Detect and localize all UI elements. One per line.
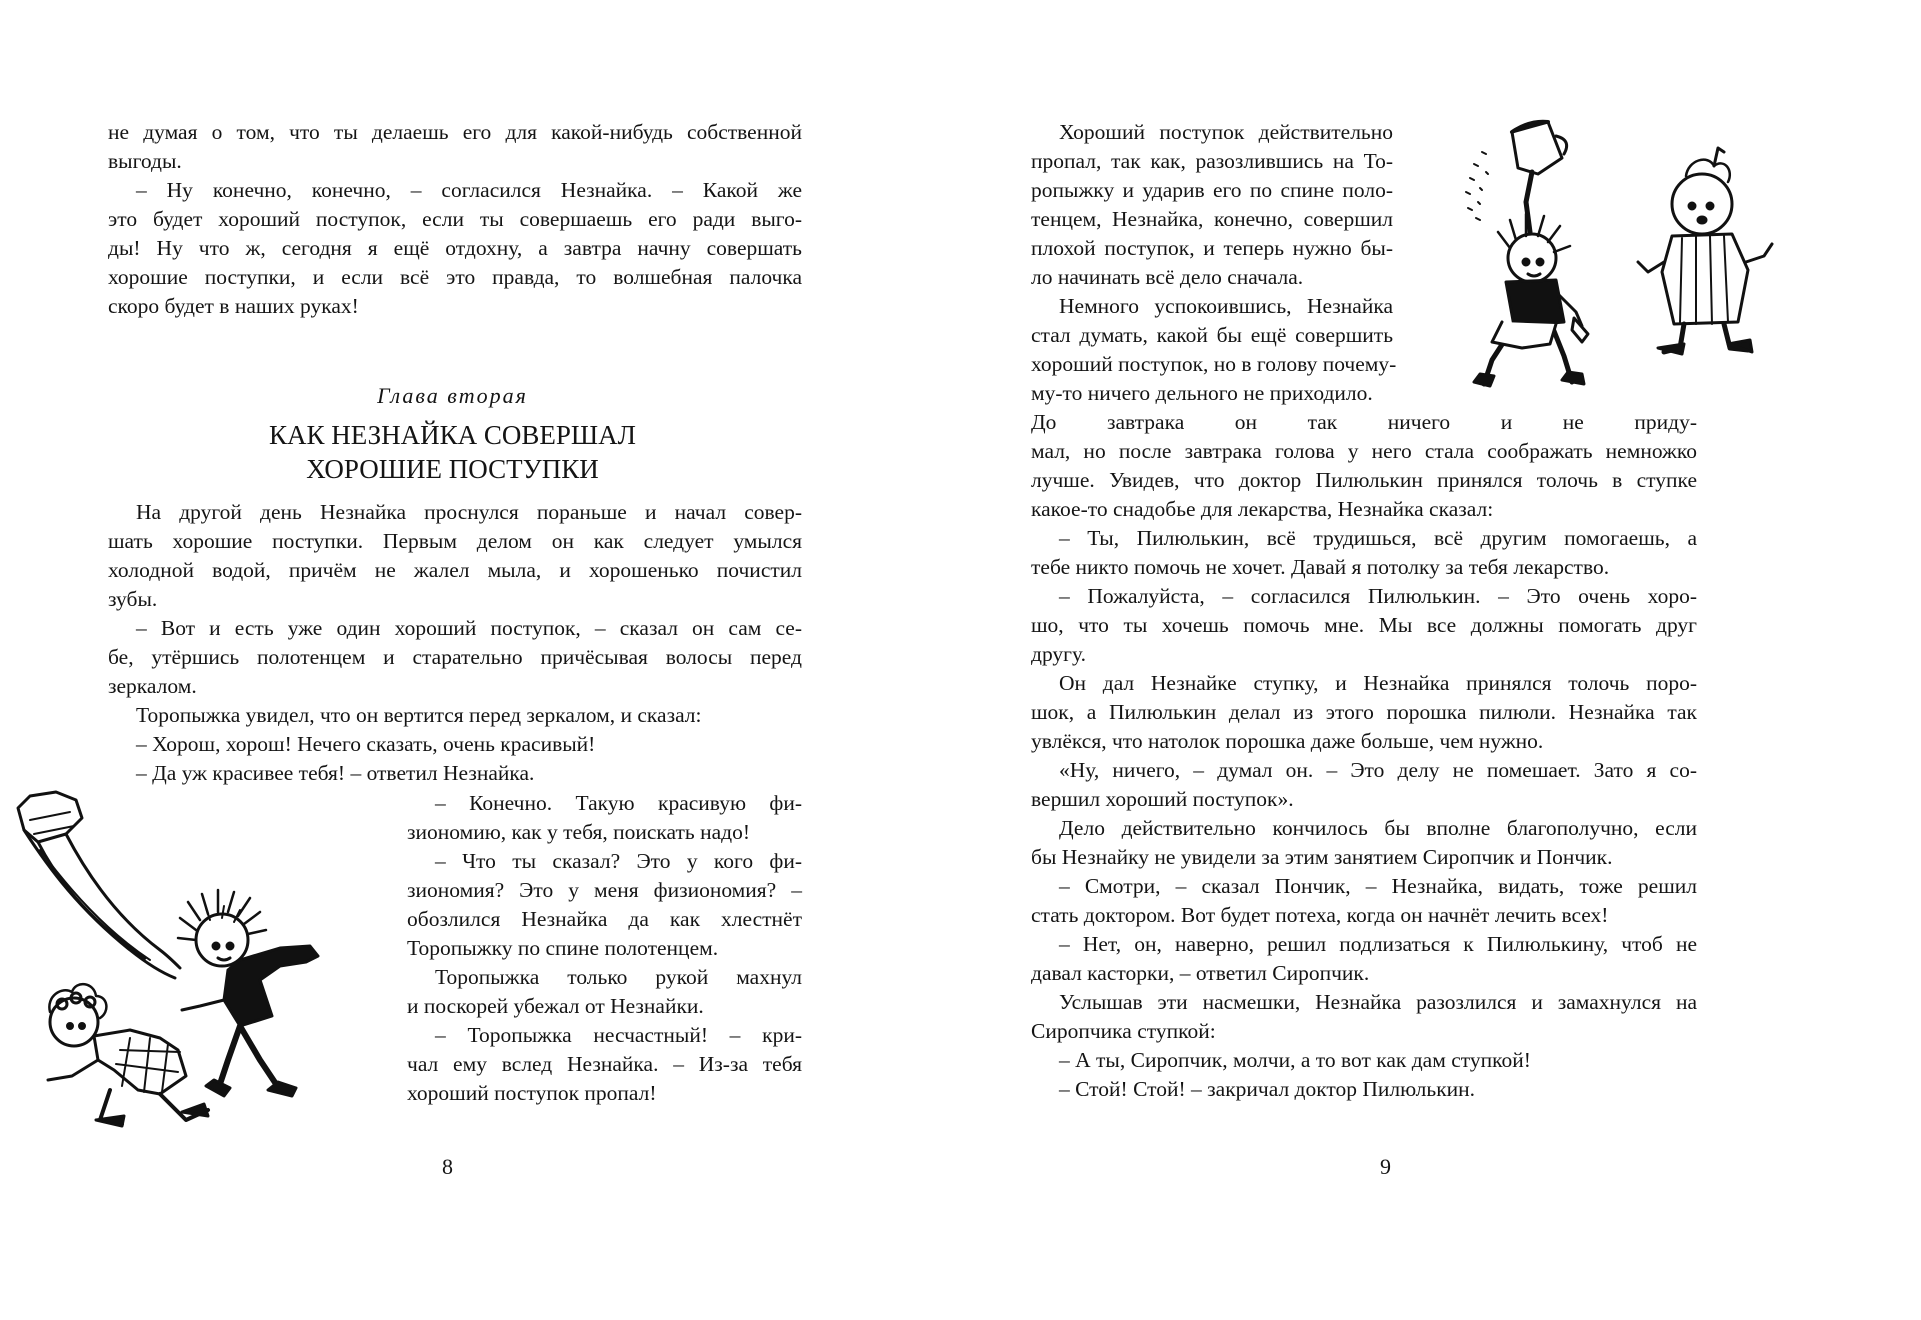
text-line: – Конечно. Такую красивую фи- xyxy=(435,791,802,815)
text-line: пропал, так как, разозлившись на То- xyxy=(1031,149,1393,173)
text-line: – Хорош, хорош! Нечего сказать, очень красивый! xyxy=(136,732,596,756)
text-line: зубы. xyxy=(108,587,158,611)
text-line: – Ну конечно, конечно, – согласился Незнайка. – Какой же xyxy=(136,178,802,202)
text-line: не думая о том, что ты делаешь его для какой-нибудь собственной xyxy=(108,120,802,144)
text-line: чал ему вслед Незнайка. – Из-за тебя xyxy=(407,1052,802,1076)
text-line: Торопыжка только рукой махнул xyxy=(435,965,802,989)
text-line: бе, утёршись полотенцем и старательно причёсывая волосы перед xyxy=(108,645,802,669)
page-number-left: 8 xyxy=(442,1154,453,1179)
text-line: Хороший поступок действительно xyxy=(1059,120,1393,144)
left-page xyxy=(0,0,960,1320)
text-line: шок, а Пилюлькин делал из этого порошка пилюли. Незнайка так xyxy=(1031,700,1697,724)
text-line: тебе никто помочь не хочет. Давай я потолку за тебя лекарство. xyxy=(1031,555,1610,579)
text-line: и поскорей убежал от Незнайки. xyxy=(407,994,704,1018)
text-line: ды! Ну что ж, сегодня я ещё отдохну, а завтра начну совершать xyxy=(108,236,802,260)
text-line: лучше. Увидев, что доктор Пилюлькин принялся толочь в ступке xyxy=(1031,468,1697,492)
chapter-title-line-2: ХОРОШИЕ ПОСТУПКИ xyxy=(306,454,599,484)
text-line: зиономия? Это у меня физиономия? – xyxy=(407,878,802,902)
text-line: Торопыжка увидел, что он вертится перед зеркалом, и сказал: xyxy=(136,703,702,727)
text-line: Сиропчика ступкой: xyxy=(1031,1019,1216,1043)
text-line: хорошие поступки, и если всё это правда, то волшебная палочка xyxy=(108,265,802,289)
chapter-title-line-1: КАК НЕЗНАЙКА СОВЕРШАЛ xyxy=(269,420,636,450)
text-line: – Что ты сказал? Это у кого фи- xyxy=(435,849,802,873)
text-line: – Да уж красивее тебя! – ответил Незнайка. xyxy=(136,761,535,785)
text-line: плохой поступок, и теперь нужно бы- xyxy=(1031,236,1393,260)
text-line: – Ты, Пилюлькин, всё трудишься, всё другим помогаешь, а xyxy=(1059,526,1697,550)
text-line: обозлился Незнайка да как хлестнёт xyxy=(407,907,802,931)
text-line: вершил хороший поступок». xyxy=(1031,787,1294,811)
text-line: – Торопыжка несчастный! – кри- xyxy=(435,1023,802,1047)
text-line: Торопыжку по спине полотенцем. xyxy=(407,936,719,960)
text-line: – Вот и есть уже один хороший поступок, – сказал он сам се- xyxy=(136,616,802,640)
text-line: – Нет, он, наверно, решил подлизаться к Пилюлькину, чтоб не xyxy=(1059,932,1697,956)
illustration-neznayka-mortar xyxy=(1452,112,1782,422)
text-line: выгоды. xyxy=(108,149,182,173)
text-line: – Пожалуйста, – согласился Пилюлькин. – Это очень хоро- xyxy=(1059,584,1697,608)
chapter-title xyxy=(0,418,905,486)
text-line: До завтрака он так ничего и не приду- xyxy=(1031,410,1697,434)
text-line: хороший поступок, но в голову почему- xyxy=(1031,352,1397,376)
text-line: шо, что ты хочешь помочь мне. Мы все должны помогать друг xyxy=(1031,613,1697,637)
page-number-right: 9 xyxy=(1380,1154,1391,1179)
text-line: хороший поступок пропал! xyxy=(407,1081,657,1105)
chapter-label: Глава вторая xyxy=(377,383,528,408)
text-line: стать доктором. Вот будет потеха, когда он начнёт лечить всех! xyxy=(1031,903,1609,927)
text-line: шать хорошие поступки. Первым делом он как следует умылся xyxy=(108,529,802,553)
illustration-neznayka-towel xyxy=(10,790,405,1130)
text-line: стал думать, какой бы ещё совершить xyxy=(1031,323,1393,347)
text-line: Услышав эти насмешки, Незнайка разозлился и замахнулся на xyxy=(1059,990,1697,1014)
text-line: – Смотри, – сказал Пончик, – Незнайка, видать, тоже решил xyxy=(1059,874,1697,898)
text-line: Немного успокоившись, Незнайка xyxy=(1059,294,1393,318)
text-line: зеркалом. xyxy=(108,674,197,698)
text-line: На другой день Незнайка проснулся пораньше и начал совер- xyxy=(136,500,802,524)
text-line: мал, но после завтрака голова у него стала соображать немножко xyxy=(1031,439,1697,463)
text-line: холодной водой, причём не жалел мыла, и хорошенько почистил xyxy=(108,558,802,582)
text-line: скоро будет в наших руках! xyxy=(108,294,359,318)
text-line: какое-то снадобье для лекарства, Незнайка сказал: xyxy=(1031,497,1494,521)
text-line: – Стой! Стой! – закричал доктор Пилюлькин. xyxy=(1059,1077,1476,1101)
text-line: другу. xyxy=(1031,642,1086,666)
text-line: Дело действительно кончилось бы вполне благополучно, если xyxy=(1059,816,1697,840)
text-line: зиономию, как у тебя, поискать надо! xyxy=(407,820,750,844)
text-line: му-то ничего дельного не приходило. xyxy=(1031,381,1373,405)
text-line: бы Незнайку не увидели за этим занятием Сиропчик и Пончик. xyxy=(1031,845,1613,869)
text-line: ропыжку и ударив его по спине поло- xyxy=(1031,178,1393,202)
text-line: давал касторки, – ответил Сиропчик. xyxy=(1031,961,1370,985)
text-line: «Ну, ничего, – думал он. – Это делу не помешает. Зато я со- xyxy=(1059,758,1697,782)
text-line: Он дал Незнайке ступку, и Незнайка принялся толочь поро- xyxy=(1059,671,1697,695)
text-line: ло начинать всё дело сначала. xyxy=(1031,265,1304,289)
text-line: тенцем, Незнайка, конечно, совершил xyxy=(1031,207,1393,231)
text-line: – А ты, Сиропчик, молчи, а то вот как дам ступкой! xyxy=(1059,1048,1531,1072)
right-page xyxy=(960,0,1921,1320)
text-line: увлёкся, что натолок порошка даже больше, чем нужно. xyxy=(1031,729,1544,753)
text-line: это будет хороший поступок, если ты совершаешь его ради выго- xyxy=(108,207,802,231)
